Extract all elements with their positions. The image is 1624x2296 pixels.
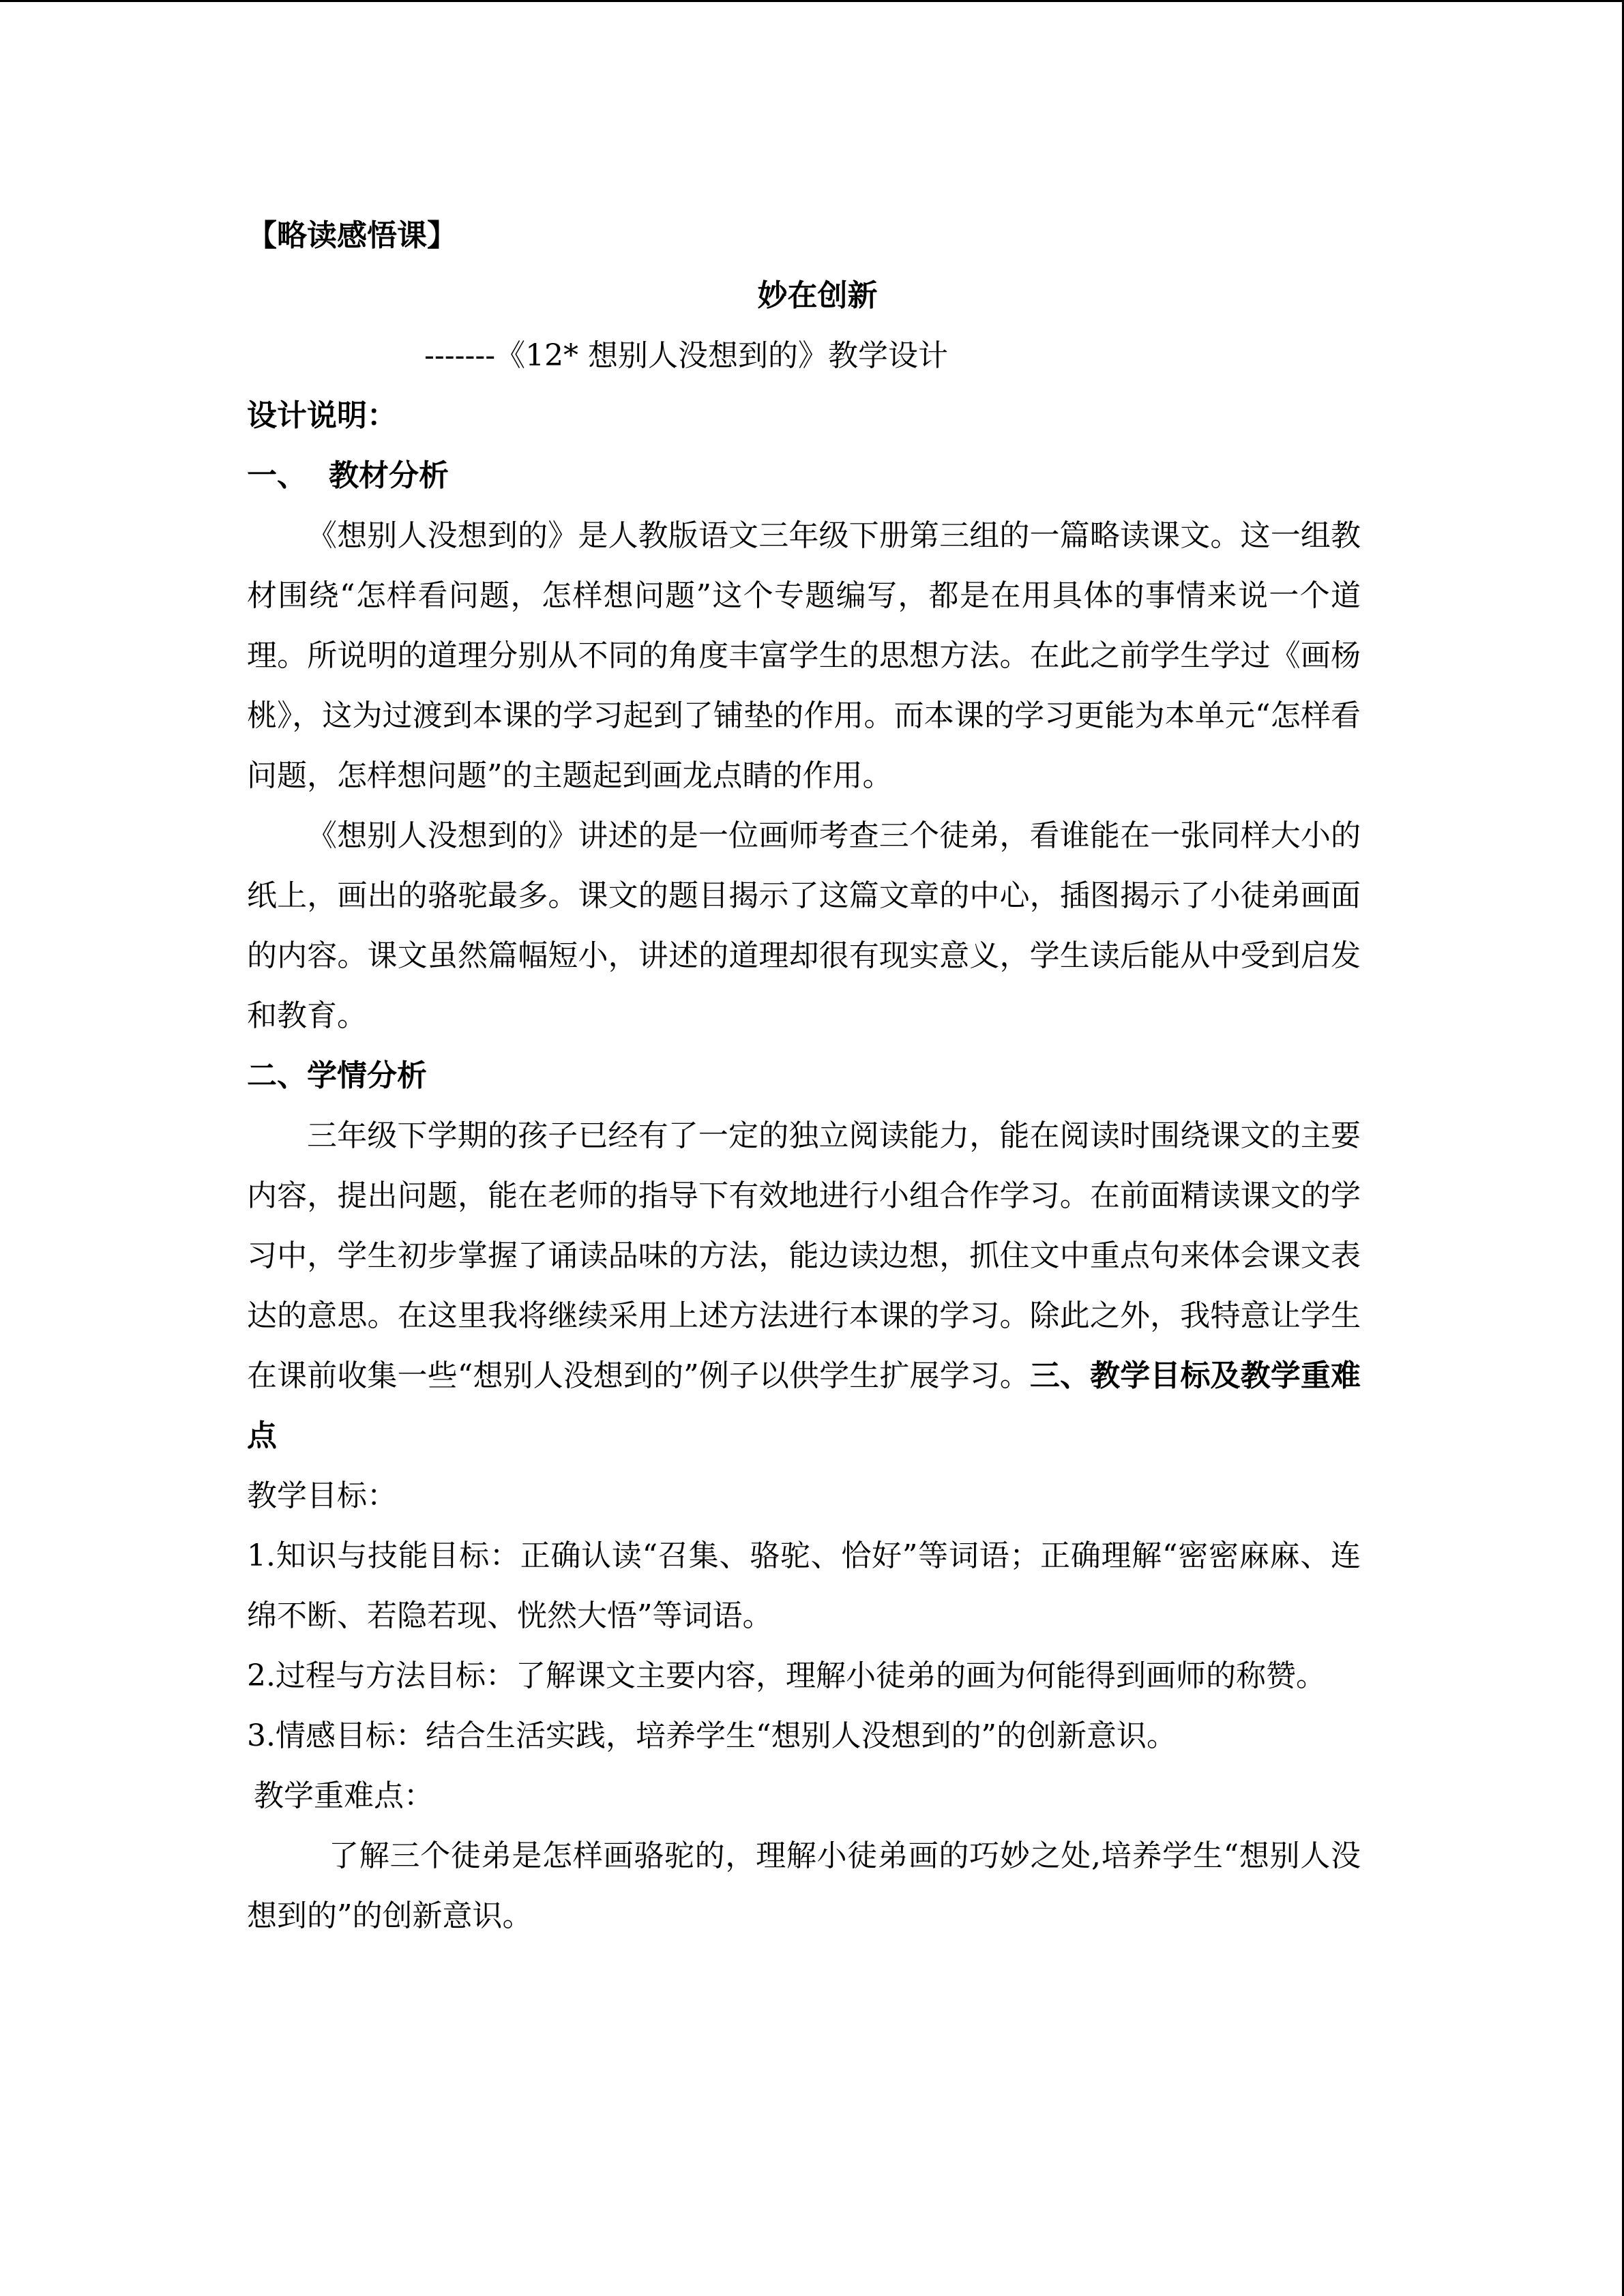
- section-title: 教材分析: [329, 458, 449, 493]
- paragraph-student-analysis: [247, 1106, 1361, 1466]
- difficulty-label: 教学重难点：: [254, 1778, 434, 1813]
- paragraph-material-1: 《想别人没想到的》是人教版语文三年级下册第三组的一篇略读课文。这一组教材围绕“怎样看问题，怎样想问题”这个专题编写，都是在用具体的事情来说一个道理。所说明的道理分别从不同的角度丰富学生的思想方法。在此之前学生学过《画杨桃》，这为过渡到本课的学习起到了铺垫的作用。而本课的学习更能为本单元“怎样看问题，怎样想问题”的主题起到画龙点睛的作用。: [247, 518, 1361, 793]
- difficulty-text: 了解三个徒弟是怎样画骆驼的，理解小徒弟画的巧妙之处,培养学生“想别人没想到的”的创新意识。: [247, 1838, 1361, 1933]
- goal-2: 2.过程与方法目标：了解课文主要内容，理解小徒弟的画为何能得到画师的称赞。: [247, 1658, 1326, 1693]
- document-title: 妙在创新: [757, 278, 878, 313]
- goals-label: 教学目标：: [247, 1478, 397, 1513]
- section-heading-2: 二、学情分析: [247, 1058, 427, 1093]
- section-number: 一、: [247, 458, 307, 493]
- lesson-type-tag: 【略读感悟课】: [247, 218, 457, 253]
- page-border-top: [0, 0, 1624, 2]
- section-heading-1: [247, 446, 1361, 506]
- document-subtitle: -------《12* 想别人没想到的》教学设计: [424, 338, 949, 373]
- section-heading-3: 三、教学目标及教学重难点: [247, 1358, 1361, 1453]
- student-analysis-text: 三年级下学期的孩子已经有了一定的独立阅读能力，能在阅读时围绕课文的主要内容，提出问题，能在老师的指导下有效地进行小组合作学习。在前面精读课文的学习中，学生初步掌握了诵读品味的方法，能边读边想，抓住文中重点句来体会课文表达的意思。在这里我将继续采用上述方法进行本课的学习。除此之外，我特意让学生在课前收集一些“想别人没想到的”例子以供学生扩展学习。: [247, 1118, 1361, 1393]
- document-body: [247, 206, 1361, 1946]
- paragraph-material-2: 《想别人没想到的》讲述的是一位画师考查三个徒弟，看谁能在一张同样大小的纸上，画出的骆驼最多。课文的题目揭示了这篇文章的中心，插图揭示了小徒弟画面的内容。课文虽然篇幅短小，讲述的道理却很有现实意义，学生读后能从中受到启发和教育。: [247, 818, 1361, 1033]
- goal-3: 3.情感目标：结合生活实践，培养学生“想别人没想到的”的创新意识。: [247, 1718, 1177, 1753]
- goal-1: 1.知识与技能目标：正确认读“召集、骆驼、恰好”等词语；正确理解“密密麻麻、连绵不断、若隐若现、恍然大悟”等词语。: [247, 1538, 1361, 1633]
- design-label: 设计说明：: [247, 398, 397, 433]
